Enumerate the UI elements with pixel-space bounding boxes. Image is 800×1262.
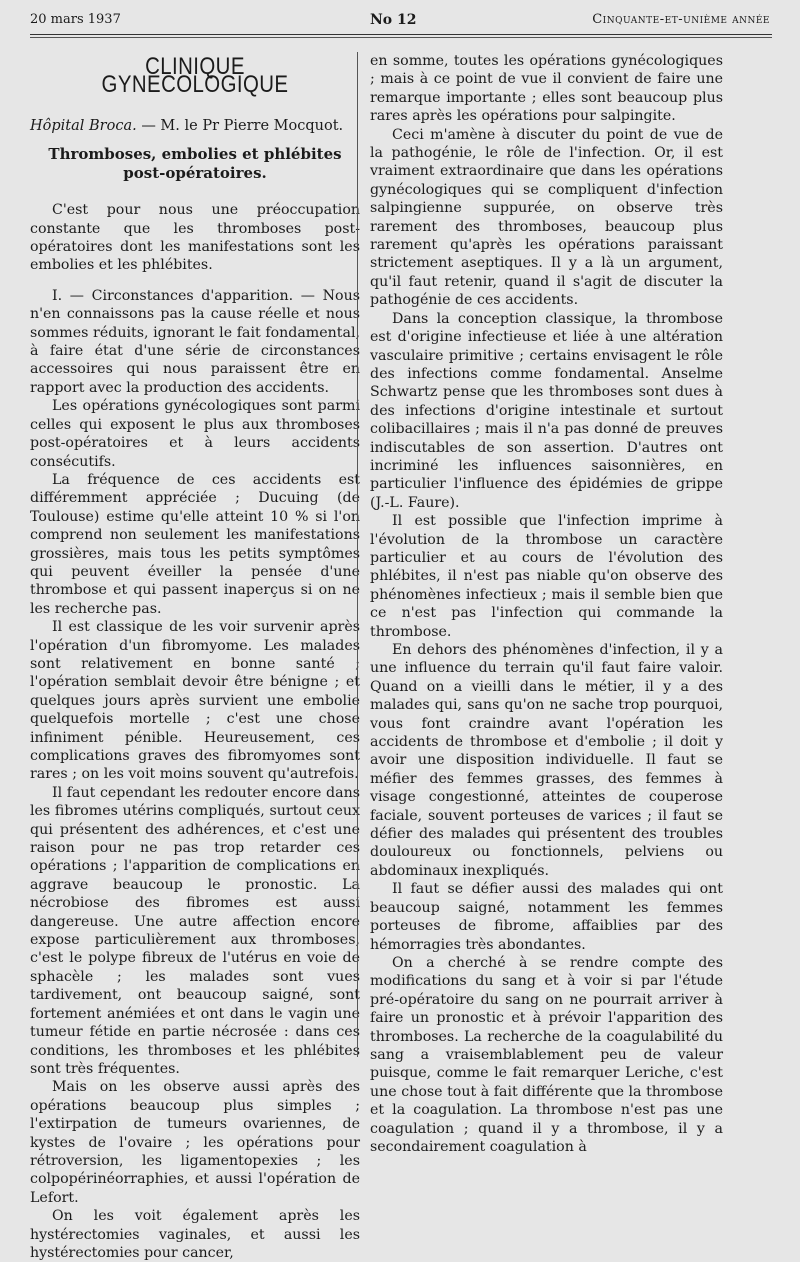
article-subtitle: Thromboses, embolies et phlébites post-opératoires. bbox=[48, 145, 342, 183]
publication-year: Cinquante-et-unième année bbox=[592, 12, 770, 27]
article-title: CLINIQUE GYNECOLOGIQUE bbox=[101, 53, 289, 99]
hospital-name: Hôpital Broca. bbox=[30, 117, 137, 134]
paragraph: Il faut se défier aussi des malades qui ont beaucoup saigné, notamment les femmes porteuses de fibrome, affaiblies par des hémorragies très abondantes. bbox=[370, 881, 723, 953]
paragraph: Mais on les observe aussi après des opérations beaucoup plus simples ; l'extirpation de tumeurs ovariennes, de kystes de l'ovaire ; les opérations pour rétroversion, les ligamentopexies ; les colpopérinéorraphies, et aussi l'opération de Lefort. bbox=[30, 1079, 360, 1206]
paragraph: On les voit également après les hystérectomies vaginales, et aussi les hystérectomies pour cancer, bbox=[30, 1208, 360, 1261]
paragraph: I. — Circonstances d'apparition. — Nous n'en connaissons pas la cause réelle et nous sommes réduits, ignorant le fait fondamental, à faire état d'une série de circonstances accessoires qui nous paraissent être en rapport avec la production des accidents. bbox=[30, 287, 360, 396]
left-column bbox=[30, 52, 360, 1261]
right-column bbox=[370, 52, 723, 1155]
paragraph: en somme, toutes les opérations gynécologiques ; mais à ce point de vue il convient de faire une remarque importante ; elles sont beaucoup plus rares après les opérations pour salpingite. bbox=[370, 53, 723, 125]
issue-date: 20 mars 1937 bbox=[30, 12, 121, 27]
page-header bbox=[30, 12, 770, 34]
author-name: — M. le Pr Pierre Mocquot. bbox=[136, 117, 344, 134]
paragraph: En dehors des phénomènes d'infection, il y a une influence du terrain qu'il faut faire valoir. Quand on a vieilli dans le métier, il y a des malades qui, sans qu'on ne sache trop pourquoi, vous font craindre avant l'opération les accidents de thrombose et d'embolie ; il doit y avoir une disposition individuelle. Il faut se méfier des femmes grasses, des femmes à visage congestionné, atteintes de couperose faciale, souvent porteuses de varices ; il faut se défier des malades qui présentent des troubles douloureux ou fonctionnels, pelviens ou abdominaux inexpliqués. bbox=[370, 642, 723, 879]
header-rule bbox=[30, 34, 772, 35]
paragraph: Il est classique de les voir survenir après l'opération d'un fibromyome. Les malades sont relativement en bonne santé ; l'opération semblait devoir être bénigne ; et quelques jours après survient une embolie quelquefois mortelle ; c'est une chose infiniment pénible. Heureusement, ces complications graves des fibromyomes sont rares ; on les voit moins souvent qu'autrefois. bbox=[30, 619, 360, 783]
column-divider bbox=[357, 52, 358, 1057]
paragraph: Il est possible que l'infection imprime à l'évolution de la thrombose un caractère particulier et au cours de l'évolution des phlébites, il n'est pas niable qu'on observe des phénomènes infectieux ; mais il semble bien que ce n'est pas l'infection qui commande la thrombose. bbox=[370, 513, 723, 640]
paragraph: C'est pour nous une préoccupation constante que les thromboses post-opératoires dont les manifestations sont les embolies et les phlébites. bbox=[30, 202, 360, 274]
paragraph: Il faut cependant les redouter encore dans les fibromes utérins compliqués, surtout ceux qui présentent des adhérences, et c'est une raison pour ne pas trop retarder ces opérations ; l'apparition de complications en aggrave beaucoup le pronostic. La nécrobiose des fibromes est aussi dangereuse. Une autre affection encore expose particulièrement aux thromboses, c'est le polype fibreux de l'utérus en voie de sphacèle ; les malades sont vues tardivement, ont beaucoup saigné, sont fortement anémiées et ont dans le vagin une tumeur fétide en partie nécrosée : dans ces conditions, les thromboses et les phlébites sont très fréquentes. bbox=[30, 784, 360, 1077]
paragraph: La fréquence de ces accidents est différemment appréciée ; Ducuing (de Toulouse) estime qu'elle atteint 10 % si l'on comprend non seulement les manifestations grossières, mais tous les petits symptômes qui peuvent éveiller la pensée d'une thrombose et qui passent inaperçus si on ne les recherche pas. bbox=[30, 471, 360, 617]
paragraph: Ceci m'amène à discuter du point de vue de la pathogénie, le rôle de l'infection. Or, il est vraiment extraordinaire que dans les opérations gynécologiques qui se compliquent d'infection salpingienne suppurée, on observe très rarement des thromboses, beaucoup plus rarement qu'après les opérations paraissant strictement aseptiques. Il y a là un argument, qu'il faut retenir, quand il s'agit de discuter la pathogénie de ces accidents. bbox=[370, 126, 723, 309]
paragraph: On a cherché à se rendre compte des modifications du sang et à voir si par l'étude pré-opératoire du sang on ne pourrait arriver à faire un pronostic et à prévoir l'apparition des thromboses. La recherche de la coagulabilité du sang a vraisemblablement peu de valeur puisque, comme le fait remarquer Leriche, c'est une chose tout à fait différente que la thrombose et la coagulation. La thrombose n'est pas une coagulation ; quand il y a thrombose, il y a secondairement coagulation à bbox=[370, 954, 723, 1155]
paragraph: Dans la conception classique, la thrombose est d'origine infectieuse et liée à une altération vasculaire primitive ; certains envisagent le rôle des infections comme fondamental. Anselme Schwartz pense que les thromboses sont dues à des infections d'origine intestinale et surtout colibacillaires ; mais il n'a pas donné de preuves indiscutables de son assertion. D'autres ont incriminé les influences saisonnières, en particulier l'influence des épidémies de grippe (J.-L. Faure). bbox=[370, 310, 723, 511]
paragraph: Les opérations gynécologiques sont parmi celles qui exposent le plus aux thromboses post-opératoires et à leurs accidents consécutifs. bbox=[30, 398, 360, 470]
issue-number: No 12 bbox=[370, 12, 417, 28]
article-byline bbox=[30, 117, 360, 135]
header-rule-secondary bbox=[30, 37, 772, 38]
